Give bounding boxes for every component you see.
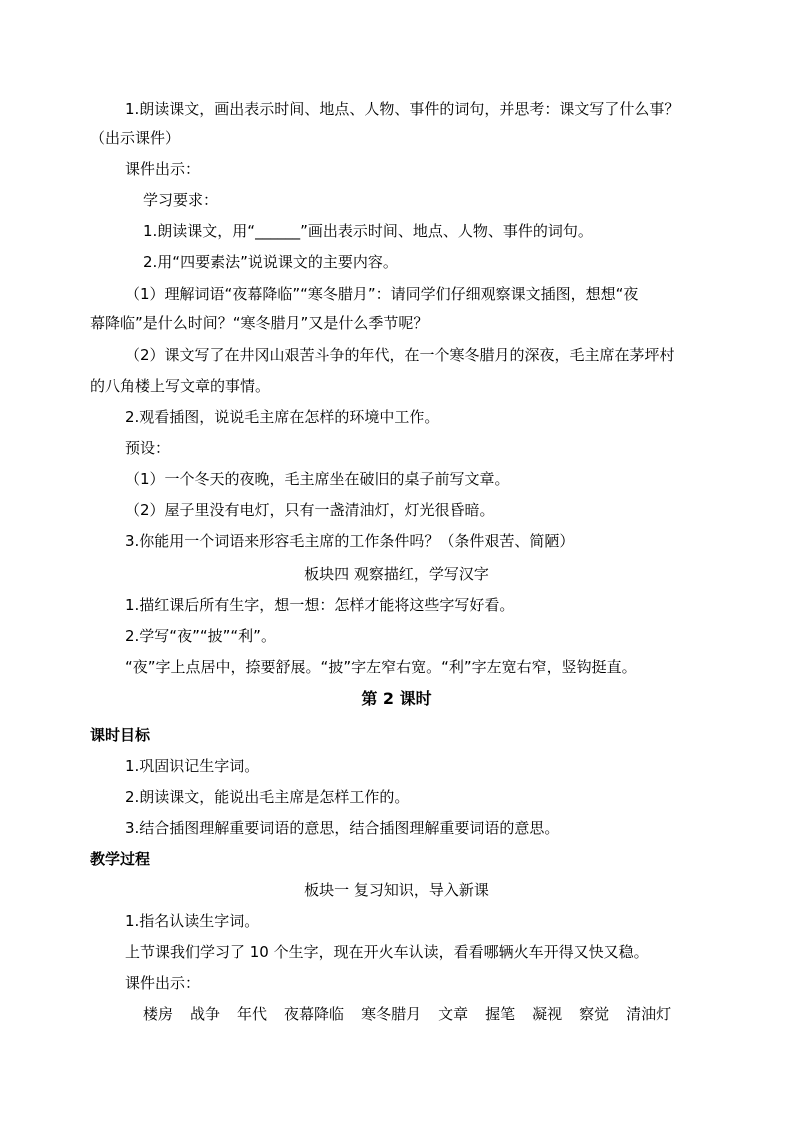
text-line: 2.观看插图，说说毛主席在怎样的环境中工作。 xyxy=(125,408,440,426)
text-line: 1.朗读课文，画出表示时间、地点、人物、事件的词句，并思考：课文写了什么事？ xyxy=(125,100,680,118)
text-line: （2）课文写了在井冈山艰苦斗争的年代，在一个寒冬腊月的深夜，毛主席在茅坪村 xyxy=(125,346,675,364)
lesson-title: 第 2 课时 xyxy=(361,689,432,708)
vocab-word: 战争 xyxy=(190,1005,221,1023)
vocab-word: 察觉 xyxy=(579,1005,610,1023)
text-line: 上节课我们学习了 10 个生字，现在开火车认读，看看哪辆火车开得又快又稳。 xyxy=(125,943,649,961)
vocabulary-list xyxy=(143,1004,671,1024)
text-line: 幕降临”是什么时间？“寒冬腊月”又是什么季节呢？ xyxy=(90,314,429,332)
text-line: 课件出示： xyxy=(125,974,201,992)
text-line: 1.朗读课文，用“______”画出表示时间、地点、人物、事件的词句。 xyxy=(143,222,593,240)
text-line: “夜”字上点居中，捺要舒展。“披”字左窄右宽。“利”字左宽右窄，竖钩挺直。 xyxy=(125,658,637,676)
objectives-heading: 课时目标 xyxy=(90,726,151,744)
text-line: 2.学写“夜”“披”“利”。 xyxy=(125,627,276,645)
text-line: 1.描红课后所有生字，想一想：怎样才能将这些字写好看。 xyxy=(125,596,515,614)
vocab-word: 凝视 xyxy=(532,1005,563,1023)
text-line: （2）屋子里没有电灯，只有一盏清油灯，灯光很昏暗。 xyxy=(125,501,495,519)
text-line: 1.指名认读生字词。 xyxy=(125,912,260,930)
vocab-word: 年代 xyxy=(237,1005,268,1023)
text-line: 2.用“四要素法”说说课文的主要内容。 xyxy=(143,253,398,271)
text-line: 学习要求： xyxy=(143,191,219,209)
vocab-word: 寒冬腊月 xyxy=(361,1005,422,1023)
text-line: 3.结合插图理解重要词语的意思，结合插图理解重要词语的意思。 xyxy=(125,819,560,837)
text-line: 的八角楼上写文章的事情。 xyxy=(90,377,271,395)
text-line: 2.朗读课文，能说出毛主席是怎样工作的。 xyxy=(125,788,410,806)
vocab-word: 夜幕降临 xyxy=(284,1005,345,1023)
text-line: 1.巩固识记生字词。 xyxy=(125,757,260,775)
vocab-word: 清油灯 xyxy=(626,1005,672,1023)
vocab-word: 握笔 xyxy=(485,1005,516,1023)
section-heading: 板块四 观察描红，学写汉字 xyxy=(304,565,489,583)
text-line: （1）一个冬天的夜晚，毛主席坐在破旧的桌子前写文章。 xyxy=(125,470,510,488)
process-heading: 教学过程 xyxy=(90,850,151,868)
vocab-word: 文章 xyxy=(438,1005,469,1023)
text-line: 预设： xyxy=(125,439,171,457)
section-heading: 板块一 复习知识，导入新课 xyxy=(304,881,489,899)
text-line: （1）理解词语“夜幕降临”“寒冬腊月”：请同学们仔细观察课文插图，想想“夜 xyxy=(125,285,639,303)
text-line: （出示课件） xyxy=(90,129,181,147)
vocab-word: 楼房 xyxy=(143,1005,174,1023)
text-line: 3.你能用一个词语来形容毛主席的工作条件吗？（条件艰苦、简陋） xyxy=(125,532,575,550)
text-line: 课件出示： xyxy=(125,160,201,178)
